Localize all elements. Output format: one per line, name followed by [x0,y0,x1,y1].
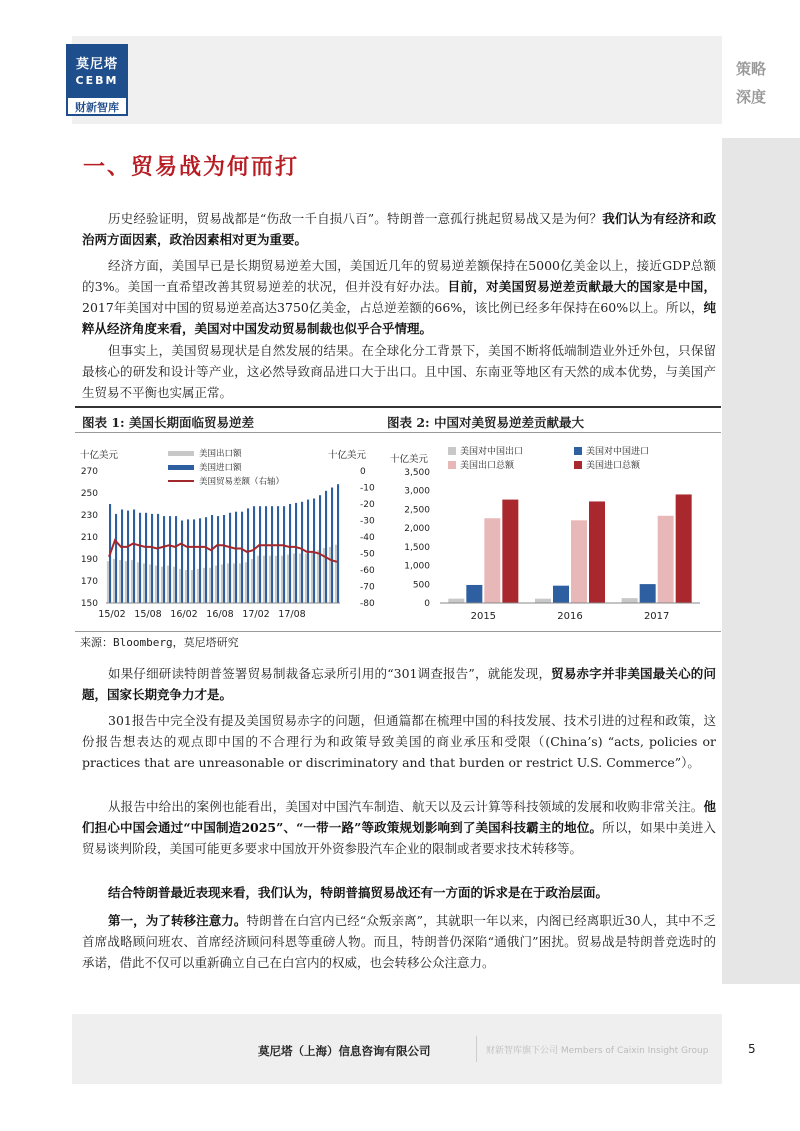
p5-text: 301报告中完全没有提及美国贸易赤字的问题，但通篇都在梳理中国的科技发展、技术引进的过程和政策，这份报告想表达的观点即中国的不合理行为和政策导致美国的商业承压和受限（(China’s) “acts, policies or practices that are unreasonable or discriminatory and that burden or restrict U.S. Commerce”）。 [82,713,716,770]
bar-us-export [658,516,674,603]
import-bar [151,514,153,603]
paragraph-2 [82,255,716,339]
import-bar [169,516,171,603]
export-bar [185,570,187,603]
export-bar [335,545,337,603]
export-bar [245,562,247,603]
left-tick-label: 270 [80,467,98,477]
import-bar [193,519,195,603]
section-title: 一、贸易战为何而打 [83,154,300,180]
import-bar [241,512,243,603]
legend-label: 美国进口总额 [586,461,641,471]
left-axis-unit: 十亿美元 [80,450,119,461]
legend-swatch-export [168,451,194,456]
y-tick-label: 500 [412,580,430,591]
p8-text: 特朗普在白宫内已经“众叛亲离”，其就职一年以来，内阁已经离职近30人，其中不乏首席战略顾问班农、首席经济顾问科恩等重磅人物。而且，特朗普仍深陷“通俄门”困扰。贸易战是特朗普竞选时的承诺，借此不仅可以重新确立自己在白宫内的权威，也会转移公众注意力。 [82,913,716,970]
right-tick-label: -70 [360,582,375,593]
paragraph-6 [82,796,716,859]
right-tick-label: 0 [360,467,366,477]
import-bar [277,506,279,603]
left-tick-label: 210 [80,533,98,543]
axis-unit: 十亿美元 [390,454,429,465]
paragraph-3 [82,340,716,403]
x-tick-label: 2016 [557,611,583,622]
x-tick-label: 2017 [643,611,670,622]
paragraph-4 [82,663,716,705]
x-tick-label: 17/02 [242,609,270,620]
import-bar [163,516,165,603]
import-bar [121,510,123,604]
import-bar [211,515,213,603]
export-bar [143,563,145,603]
p7-bold: 结合特朗普最近表现来看，我们认为，特朗普搞贸易战还有一方面的诉求是在于政治层面。 [108,885,609,900]
bar-cn-import [553,586,569,603]
right-tick-label: -30 [360,516,375,527]
y-tick-label: 2,500 [404,505,430,516]
import-bar [187,519,189,603]
right-tick-label: -40 [360,533,375,543]
y-tick-label: 1,000 [404,561,430,572]
legend-swatch [574,461,582,469]
p6-text-a: 从报告中给出的案例也能看出，美国对中国汽车制造、航天以及云计算等科技领域的发展和收购非常关注。 [108,799,704,814]
right-axis-unit: 十亿美元 [327,450,366,461]
export-bar [149,565,151,604]
legend-label-balance: 美国贸易差额（右轴） [199,477,285,487]
export-bar [161,567,163,603]
export-bar [125,561,127,603]
legend-swatch-import [168,465,194,470]
bar-us-export [484,518,500,603]
import-bar [301,502,303,603]
legend-label: 美国出口总额 [460,461,515,471]
company-logo [66,44,128,116]
figure-top-rule [75,406,721,408]
legend-label: 美国对中国出口 [460,447,524,457]
export-bar [329,547,331,603]
import-bar [223,515,225,603]
export-bar [233,563,235,603]
paragraph-8 [82,910,716,973]
export-bar [269,556,271,603]
export-bar [287,555,289,603]
import-bar [271,506,273,603]
import-bar [247,508,249,603]
export-bar [137,562,139,603]
export-bar [305,554,307,604]
import-bar [133,510,135,604]
paragraph-5 [82,710,716,773]
figure-2-title: 图表 2: 中国对美贸易逆差贡献最大 [387,415,585,430]
import-bar [115,514,117,603]
tag-strategy: 策略 [736,60,767,78]
left-tick-label: 230 [80,511,98,521]
header-band [72,36,722,124]
export-bar [221,565,223,604]
right-tick-label: -60 [360,566,375,576]
footer-divider [476,1036,477,1062]
export-bar [293,554,295,604]
right-tick-label: -80 [360,599,375,609]
logo-text-caixin: 财新智库 [66,96,128,116]
p2-bold-b: 纯粹从经济角度来看，美国对中国发动贸易制裁也似乎合乎情理。 [82,300,716,336]
x-tick-label: 15/08 [134,609,162,620]
import-bar [319,495,321,603]
export-bar [209,568,211,603]
export-bar [317,550,319,603]
bar-us-import [502,500,518,603]
export-bar [167,566,169,603]
export-bar [155,566,157,603]
bar-cn-export [535,599,551,603]
y-tick-label: 3,000 [404,486,430,497]
bar-cn-import [466,585,482,603]
paragraph-7 [82,882,716,903]
export-bar [203,568,205,603]
left-tick-label: 170 [80,577,98,587]
figure-bottom-rule [75,631,721,632]
export-bar [131,560,133,603]
export-bar [119,560,121,603]
export-bar [191,570,193,603]
p4-bold: 贸易赤字并非美国最关心的问题，国家长期竞争力才是。 [82,666,716,702]
x-tick-label: 17/08 [278,609,306,620]
export-bar [239,563,241,603]
legend-label-import: 美国进口额 [199,463,242,473]
p2-text-b: 2017年美国对中国的贸易逆差高达3750亿美金，占总逆差额的66%，该比例已经多年保持在60%以上。所以， [82,300,704,315]
legend-swatch [574,447,582,455]
import-bar [199,518,201,603]
legend-swatch [448,461,456,469]
y-tick-label: 2,000 [404,524,430,535]
import-bar [265,506,267,603]
legend-label: 美国对中国进口 [586,447,650,457]
import-bar [325,491,327,603]
x-tick-label: 2015 [470,611,497,622]
import-bar [229,513,231,603]
export-bar [113,559,115,603]
left-tick-label: 190 [80,555,98,565]
p1-bold: 我们认为有经济和政治两方面因素，政治因素相对更为重要。 [82,211,716,247]
import-bar [157,514,159,603]
export-bar [263,556,265,603]
export-bar [227,563,229,603]
footer-group: 财新智库旗下公司 Members of Caixin Insight Group [486,1046,709,1056]
legend-swatch [448,447,456,455]
side-gray-bar [722,138,800,984]
import-bar [337,484,339,603]
import-bar [253,506,255,603]
import-bar [127,511,129,603]
right-tick-label: -20 [360,500,375,510]
chart-china-contribution [388,438,720,630]
import-bar [145,513,147,603]
import-bar [331,488,333,604]
figure-source: 来源：Bloomberg，莫尼塔研究 [80,636,239,649]
import-bar [217,516,219,603]
bar-cn-import [640,584,656,603]
figure-title-rule [75,432,721,433]
y-tick-label: 1,500 [404,542,430,553]
left-tick-label: 250 [80,489,98,499]
bar-us-import [676,494,692,603]
p6-text-b: 所以，如果中美进入贸易谈判阶段，美国可能更多要求中国放开外资参股汽车企业的限制或者要求技术转移等。 [82,820,716,856]
page-number: 5 [748,1042,756,1056]
left-tick-label: 150 [80,599,98,609]
paragraph-1 [82,208,716,250]
legend-label-export: 美国出口额 [199,449,242,459]
export-bar [173,567,175,603]
import-bar [313,499,315,604]
export-bar [215,566,217,603]
figure-1-title: 图表 1: 美国长期面临贸易逆差 [82,415,255,430]
export-bar [311,552,313,603]
import-bar [139,513,141,603]
side-tag-area [722,36,800,124]
chart-trade-deficit [78,438,383,630]
p2-bold-a: 目前，对美国贸易逆差贡献最大的国家是中国， [447,279,716,294]
export-bar [107,561,109,603]
x-tick-label: 16/08 [206,609,234,620]
export-bar [179,569,181,603]
import-bar [259,506,261,603]
import-bar [235,512,237,603]
import-bar [283,506,285,603]
p4-text: 如果仔细研读特朗普签署贸易制裁备忘录所引用的“301调查报告”，就能发现， [108,666,552,681]
export-bar [299,554,301,604]
p8-bold: 第一，为了转移注意力。 [108,913,247,928]
export-bar [251,559,253,603]
bar-us-import [589,501,605,603]
bar-us-export [571,520,587,603]
p3-text: 但事实上，美国贸易现状是自然发展的结果。在全球化分工背景下，美国不断将低端制造业外迁外包，只保留最核心的研发和设计等产业，这必然导致商品进口大于出口。且中国、东南亚等地区有天然的成本优势，与美国产生贸易不平衡也实属正常。 [82,343,716,400]
y-tick-label: 3,500 [404,468,430,478]
right-tick-label: -10 [360,483,375,494]
x-tick-label: 16/02 [170,609,198,620]
export-bar [281,556,283,603]
import-bar [181,521,183,604]
p6-bold: 他们担心中国会通过“中国制造2025”、“一带一路”等政策规划影响到了美国科技霸主的地位。 [82,799,716,835]
p1-text: 历史经验证明，贸易战都是“伤敌一千自损八百”。特朗普一意孤行挑起贸易战又是为何？ [108,211,603,226]
y-tick-label: 0 [424,599,430,609]
p2-text-a: 经济方面，美国早已是长期贸易逆差大国，美国近几年的贸易逆差额保持在5000亿美金以上，接近GDP总额的3%。美国一直希望改善其贸易逆差的状况，但并没有好办法。 [82,258,716,294]
bar-cn-export [448,599,464,603]
import-bar [205,517,207,603]
footer-company: 莫尼塔（上海）信息咨询有限公司 [258,1044,431,1058]
import-bar [295,503,297,603]
import-bar [175,516,177,603]
import-bar [289,504,291,603]
tag-depth: 深度 [736,88,767,106]
bar-cn-export [622,598,638,603]
logo-text-cn: 莫尼塔 [75,57,118,72]
export-bar [275,556,277,603]
logo-text-en: CEBM [75,74,119,87]
right-tick-label: -50 [360,549,375,560]
x-tick-label: 15/02 [98,609,126,620]
export-bar [197,569,199,603]
export-bar [257,556,259,603]
